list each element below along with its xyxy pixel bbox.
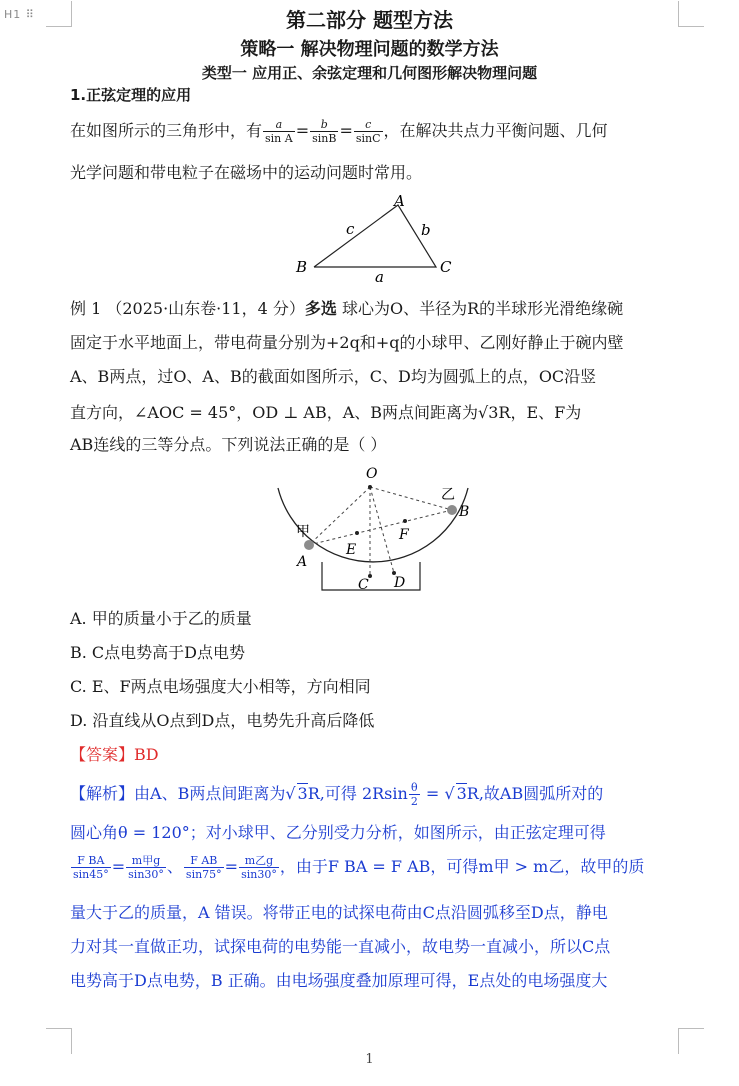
option-b[interactable]: B. C点电势高于D点电势	[70, 643, 246, 662]
answer-line	[70, 742, 159, 765]
example-line-4: 直方向，∠AOC = 45°，OD ⊥ AB，A、B两点间距离为√3R，E、F为	[70, 403, 582, 422]
page-title: 第二部分 题型方法	[286, 8, 453, 32]
hemisphere-bowl-figure	[266, 462, 476, 596]
analysis-line-2: 圆心角θ = 120°；对小球甲、乙分别受力分析，如图所示，由正弦定理可得	[70, 823, 606, 842]
example-line-1: 例 1 （2025·山东卷·11，4 分）多选 球心为O、半径为R的半球形光滑绝缘碗	[70, 299, 624, 318]
page-corner-mark-bottom-left	[46, 1028, 72, 1054]
heading-icon[interactable]: H1	[4, 8, 22, 21]
bowl-label-O: O	[366, 466, 378, 482]
bowl-label-E: E	[346, 542, 357, 558]
bowl-label-C: C	[358, 577, 369, 593]
bowl-label-A: A	[297, 554, 308, 570]
bowl-label-D: D	[394, 575, 406, 591]
page-number: 1	[365, 1052, 374, 1067]
bowl-label-B: B	[459, 504, 470, 520]
triangle-label-A: A	[394, 192, 405, 210]
line-OD	[370, 487, 394, 573]
triangle-label-C: C	[440, 258, 452, 276]
answer-value: BD	[134, 745, 159, 764]
analysis-line-4: 量大于乙的质量，A 错误。将带正电的试探电荷由C点沿圆弧移至D点，静电	[70, 903, 608, 922]
drag-handle-icon[interactable]: ⠿	[25, 8, 35, 21]
fraction-a: $\frac{a}{\text{sin A}}$	[265, 118, 293, 145]
line-OA	[309, 487, 370, 545]
analysis-line-3: $\frac{\text{F BA}}{\sin 45^\circ}$ = $\frac{\text{m甲g}}{\sin 30^\circ}$ 、 $\frac{\text{F AB}}{\sin 75^\circ}$ = $\frac{\text{m乙g}}{\sin 30^\circ}$ ，由于F BA = F AB，可得m甲 > m乙，故甲的质	[73, 854, 645, 881]
triangle-outline	[314, 205, 436, 267]
point-F	[403, 519, 407, 523]
triangle-label-a: a	[375, 268, 384, 286]
line-OB	[370, 487, 452, 510]
triangle-label-B: B	[296, 258, 308, 276]
point-E	[355, 531, 359, 535]
bowl-label-jia: 甲	[296, 524, 310, 540]
triangle-label-c: c	[346, 220, 355, 238]
fraction-c: $\frac{c}{\sin C}$	[355, 118, 381, 145]
triangle-label-b: b	[421, 221, 431, 239]
page-corner-mark-bottom-right	[678, 1028, 704, 1054]
example-line-2: 固定于水平地面上，带电荷量分别为+2q和+q的小球甲、乙刚好静止于碗内壁	[70, 333, 624, 352]
point-O	[368, 485, 372, 489]
triangle-figure	[290, 190, 460, 286]
intro-line-2: 光学问题和带电粒子在磁场中的运动问题时常用。	[70, 163, 423, 182]
option-d[interactable]: D. 沿直线从O点到D点，电势先升高后降低	[70, 711, 375, 730]
section-heading: 1.正弦定理的应用	[70, 86, 192, 104]
ball-yi	[447, 505, 457, 515]
analysis-line-6: 电势高于D点电势，B 正确。由电场强度叠加原理可得，E点处的电场强度大	[70, 971, 608, 990]
bowl-label-F: F	[399, 527, 409, 543]
bowl-label-yi: 乙	[441, 487, 455, 503]
analysis-line-1: 【解析】由A、B两点间距离为√ 3R,可得 2Rsin $\frac{\theta}{2}$ = √ 3R,故AB圆弧所对的	[70, 781, 604, 808]
answer-tag: 【答案】	[70, 745, 135, 764]
example-source: 例 1 （2025·山东卷·11，4 分）	[70, 299, 305, 318]
option-c[interactable]: C. E、F两点电场强度大小相等，方向相同	[70, 677, 371, 696]
example-line-5: AB连线的三等分点。下列说法正确的是（ ）	[70, 435, 387, 454]
option-a[interactable]: A. 甲的质量小于乙的质量	[70, 609, 252, 628]
analysis-tag: 【解析】	[70, 784, 135, 803]
ball-jia	[304, 540, 314, 550]
line-AB	[309, 510, 452, 545]
multi-select-tag: 多选	[304, 299, 337, 318]
intro-text: 在如图所示的三角形中，有	[70, 121, 263, 140]
fraction-b: $\frac{b}{\sin B}$	[312, 118, 337, 145]
category-heading: 类型一 应用正、余弦定理和几何图形解决物理问题	[201, 64, 538, 82]
example-line-3: A、B两点，过O、A、B的截面如图所示，C、D均为圆弧上的点，OC沿竖	[70, 367, 597, 386]
page-subtitle: 策略一 解决物理问题的数学方法	[240, 39, 499, 60]
intro-line-1: 在如图所示的三角形中，有 $\frac{a}{\text{sin A}}$ = $\frac{b}{\sin B}$ = $\frac{c}{\sin C}$ ，在解决共点力平衡问题、几何	[70, 118, 608, 145]
analysis-line-5: 力对其一直做正功，试探电荷的电势能一直减小，故电势一直减小，所以C点	[70, 937, 611, 956]
